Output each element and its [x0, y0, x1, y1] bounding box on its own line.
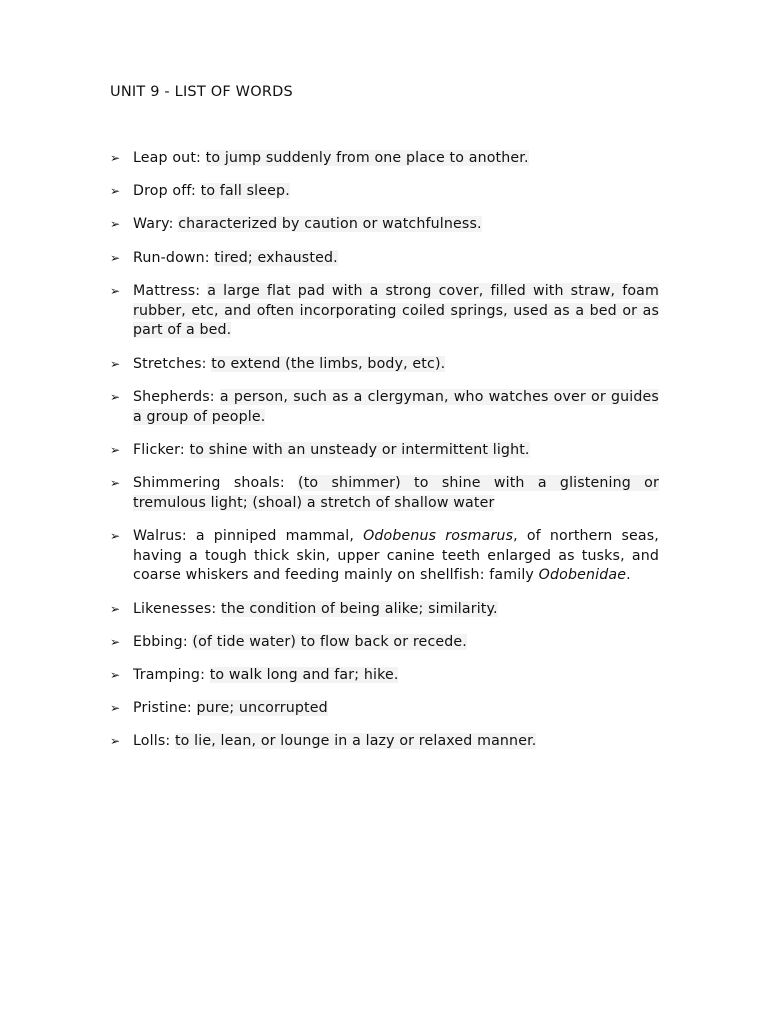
term: Wary:	[133, 216, 174, 233]
arrow-bullet-icon: ➢	[110, 601, 121, 616]
term: Ebbing:	[133, 633, 188, 650]
arrow-bullet-icon: ➢	[110, 475, 121, 490]
definition: (of tide water) to flow back or recede.	[192, 633, 467, 650]
list-item	[110, 699, 659, 719]
list-item	[110, 600, 659, 620]
list-item	[110, 666, 659, 686]
arrow-bullet-icon: ➢	[110, 442, 121, 457]
definition: pure; uncorrupted	[196, 700, 328, 717]
definition: to extend (the limbs, body, etc).	[211, 355, 446, 372]
definition: (to shimmer) to shine with a glistening or tremulous light; (shoal) a stretch of shallow water	[133, 474, 659, 511]
term: Shimmering shoals:	[133, 474, 285, 491]
definition: the condition of being alike; similarity.	[221, 600, 498, 617]
definition-end: .	[626, 567, 631, 584]
arrow-bullet-icon: ➢	[110, 217, 121, 232]
definition: a person, such as a clergyman, who watches over or guides a group of people.	[133, 388, 659, 425]
definition-continued: , of northern seas, having a tough thick skin, upper canine teeth enlarged as tusks, and coarse whiskers and feeding mainly on shellfish: family	[133, 527, 659, 584]
term: Leap out:	[133, 150, 201, 166]
list-item	[110, 388, 659, 428]
definition: to lie, lean, or lounge in a lazy or relaxed manner.	[174, 733, 537, 750]
list-item	[110, 633, 659, 653]
list-item	[110, 355, 659, 375]
list-item	[110, 149, 659, 169]
term: Flicker:	[133, 441, 185, 458]
list-item	[110, 441, 659, 461]
page-title: UNIT 9 - LIST OF WORDS	[110, 84, 293, 100]
species-name: Odobenus rosmarus	[363, 527, 514, 544]
list-item	[110, 215, 659, 235]
list-item	[110, 182, 659, 202]
term: Stretches:	[133, 355, 207, 372]
term: Lolls:	[133, 733, 171, 750]
arrow-bullet-icon: ➢	[110, 701, 121, 716]
definition: to walk long and far; hike.	[209, 667, 399, 684]
arrow-bullet-icon: ➢	[110, 389, 121, 404]
arrow-bullet-icon: ➢	[110, 668, 121, 683]
arrow-bullet-icon: ➢	[110, 250, 121, 265]
list-item	[110, 732, 659, 752]
list-item	[110, 527, 659, 586]
list-item	[110, 249, 659, 269]
term: Mattress:	[133, 282, 201, 299]
term: Tramping:	[133, 667, 206, 684]
term: Drop off:	[133, 183, 196, 200]
term: Walrus:	[133, 527, 187, 544]
term: Run-down:	[133, 249, 210, 266]
definition: to fall sleep.	[200, 183, 290, 200]
term: Pristine:	[133, 700, 192, 717]
definition: tired; exhausted.	[214, 249, 338, 266]
list-item	[110, 282, 659, 341]
definition: a pinniped mammal,	[195, 527, 364, 544]
family-name: Odobenidae	[538, 567, 627, 584]
definition: characterized by caution or watchfulness.	[178, 216, 482, 233]
arrow-bullet-icon: ➢	[110, 528, 121, 543]
definition: to shine with an unsteady or intermittent light.	[189, 441, 530, 458]
arrow-bullet-icon: ➢	[110, 734, 121, 749]
arrow-bullet-icon: ➢	[110, 356, 121, 371]
arrow-bullet-icon: ➢	[110, 634, 121, 649]
arrow-bullet-icon: ➢	[110, 151, 121, 165]
term: Shepherds:	[133, 388, 215, 405]
definition: to jump suddenly from one place to another.	[205, 150, 529, 166]
list-item	[110, 474, 659, 514]
arrow-bullet-icon: ➢	[110, 283, 121, 298]
arrow-bullet-icon: ➢	[110, 184, 121, 199]
word-list	[110, 149, 659, 766]
definition: a large flat pad with a strong cover, filled with straw, foam rubber, etc, and often incorporating coiled springs, used as a bed or as part of a bed.	[133, 282, 659, 339]
term: Likenesses:	[133, 600, 217, 617]
